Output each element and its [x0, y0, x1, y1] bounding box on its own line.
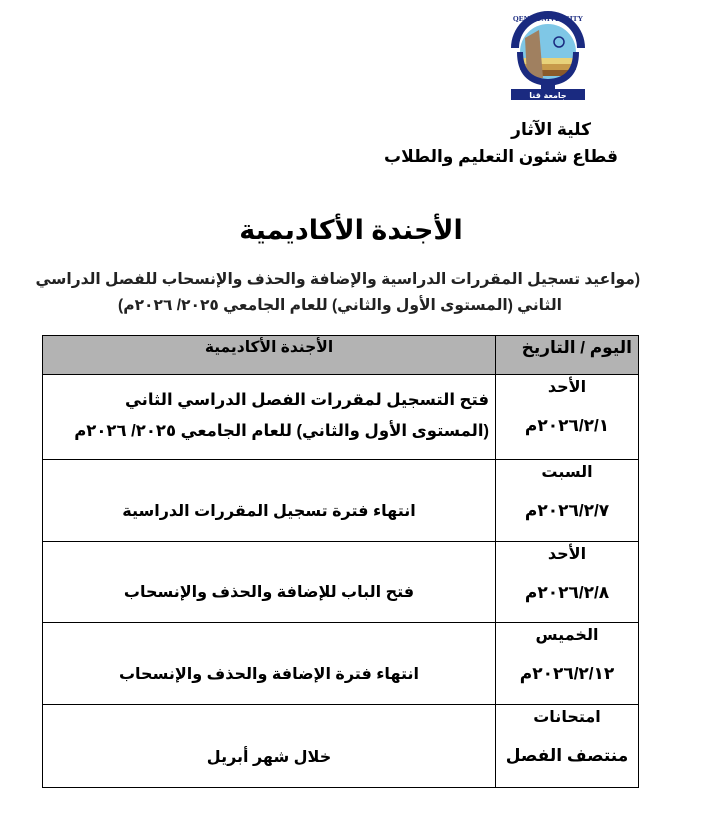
svg-text:جامعة قنا: جامعة قنا — [529, 91, 567, 100]
header-agenda: الأجندة الأكاديمية — [43, 336, 496, 375]
date-cell — [496, 623, 639, 705]
day: امتحانات — [533, 709, 601, 726]
page-title: الأجندة الأكاديمية — [239, 215, 463, 245]
sector-name: قطاع شئون التعليم والطلاب — [384, 147, 618, 166]
date: ٢٠٢٦/٢/٨م — [524, 583, 610, 602]
date-cell — [496, 705, 639, 788]
date: منتصف الفصل — [505, 746, 629, 765]
date-cell — [496, 375, 639, 460]
header-date: اليوم / التاريخ — [496, 336, 639, 375]
day: الخميس — [535, 627, 599, 644]
day: الأحد — [547, 379, 587, 396]
table-row — [43, 375, 639, 460]
date-cell — [496, 460, 639, 542]
date-cell — [496, 542, 639, 623]
subtitle-line-2: الثاني (المستوى الأول والثاني) للعام الجامعي ٢٠٢٥/ ٢٠٢٦م) — [118, 297, 562, 314]
qena-university-logo — [503, 8, 593, 102]
table-row — [43, 542, 639, 623]
agenda-cell: فتح التسجيل لمقررات الفصل الدراسي الثاني (المستوى الأول والثاني) للعام الجامعي ٢٠٢٥/ ٢٠٢٦م — [43, 375, 496, 460]
agenda-cell: خلال شهر أبريل — [43, 705, 496, 788]
table-row — [43, 460, 639, 542]
table-row — [43, 705, 639, 788]
table-header-row — [43, 336, 639, 375]
day: السبت — [541, 464, 593, 481]
svg-text:QENA UNIVERSITY: QENA UNIVERSITY — [512, 14, 584, 23]
table-row — [43, 623, 639, 705]
date: ٢٠٢٦/٢/١م — [524, 416, 610, 435]
agenda-cell: انتهاء فترة الإضافة والحذف والإنسحاب — [43, 623, 496, 705]
date: ٢٠٢٦/٢/٧م — [524, 501, 610, 520]
subtitle-line-1: (مواعيد تسجيل المقررات الدراسية والإضافة والحذف والإنسحاب للفصل الدراسي — [35, 271, 640, 288]
day: الأحد — [547, 546, 587, 563]
agenda-table — [42, 335, 639, 788]
agenda-cell: انتهاء فترة تسجيل المقررات الدراسية — [43, 460, 496, 542]
agenda-cell: فتح الباب للإضافة والحذف والإنسحاب — [43, 542, 496, 623]
faculty-name: كلية الآثار — [511, 120, 591, 139]
date: ٢٠٢٦/٢/١٢م — [519, 664, 615, 683]
